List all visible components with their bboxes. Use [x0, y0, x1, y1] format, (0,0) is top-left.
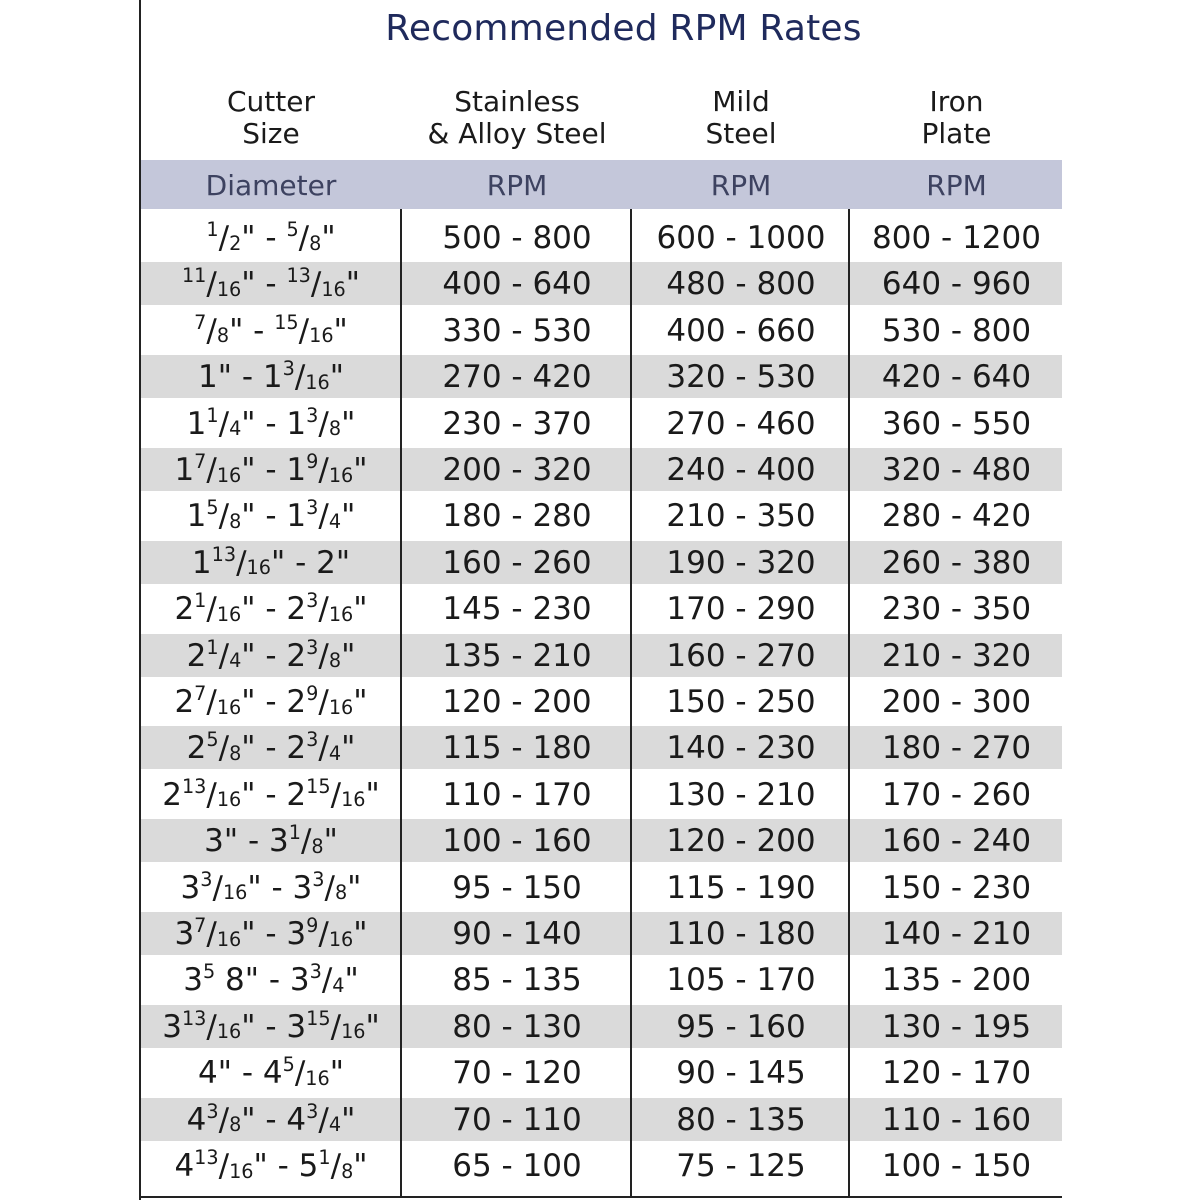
- cell-rpm-stainless: 330 - 530: [442, 312, 592, 349]
- cell-rpm-stainless: 400 - 640: [442, 266, 592, 303]
- cell-cutter-size: $2^7/_{16}$" - $2^9/_{16}$": [174, 682, 368, 720]
- cell-rpm-stainless: 180 - 280: [442, 498, 592, 535]
- cell-rpm-stainless: 65 - 100: [452, 1148, 582, 1184]
- cell-rpm-iron: 420 - 640: [881, 359, 1032, 396]
- cell-rpm-stainless: 500 - 800: [442, 220, 592, 256]
- cell-rpm-iron: 230 - 350: [881, 591, 1032, 628]
- column-header-mild-steel: Mild Steel: [705, 85, 777, 150]
- cell-rpm-iron: 320 - 480: [881, 452, 1032, 488]
- cell-cutter-size: $1^7/_{16}$" - $1^9/_{16}$": [174, 450, 368, 488]
- subheader-diameter: Diameter: [205, 169, 337, 202]
- table-row: [141, 541, 1062, 584]
- table-row: [141, 1051, 1062, 1094]
- cell-cutter-size: $3^5$ 8" - $3^3/_4$": [183, 960, 359, 999]
- cell-cutter-size: 4" - $4^5/_{16}$": [198, 1053, 344, 1092]
- table-bottom-border: [139, 1196, 1062, 1198]
- table-row: [141, 958, 1062, 1001]
- cell-rpm-iron: 100 - 150: [881, 1148, 1032, 1184]
- cell-rpm-iron: 280 - 420: [881, 498, 1032, 535]
- cell-rpm-mild: 190 - 320: [666, 544, 816, 581]
- cell-rpm-stainless: 135 - 210: [442, 637, 592, 674]
- cell-rpm-iron: 140 - 210: [881, 916, 1032, 952]
- cell-rpm-mild: 90 - 145: [676, 1055, 806, 1092]
- cell-cutter-size: $^{11}/_{16}$" - $^{13}/_{16}$": [181, 264, 361, 303]
- table-row: [141, 773, 1062, 816]
- column-divider: [400, 209, 402, 1196]
- table-row: [141, 494, 1062, 537]
- cell-rpm-mild: 95 - 160: [676, 1008, 806, 1045]
- cell-cutter-size: $3^3/_{16}$" - $3^3/_8$": [180, 867, 362, 906]
- cell-rpm-stainless: 160 - 260: [442, 544, 592, 581]
- cell-cutter-size: 1" - $1^3/_{16}$": [198, 357, 344, 396]
- cell-rpm-iron: 120 - 170: [881, 1055, 1032, 1092]
- cell-rpm-stainless: 95 - 150: [452, 869, 582, 906]
- cell-rpm-iron: 260 - 380: [881, 544, 1032, 581]
- cell-rpm-mild: 115 - 190: [666, 869, 816, 906]
- cell-cutter-size: $2^1/_4$" - $2^3/_8$": [186, 635, 356, 674]
- cell-rpm-mild: 105 - 170: [666, 962, 816, 999]
- cell-rpm-mild: 150 - 250: [666, 684, 816, 720]
- subheader-rpm-iron: RPM: [926, 169, 987, 202]
- column-header-cutter-size: Cutter Size: [227, 85, 315, 150]
- cell-rpm-iron: 135 - 200: [881, 962, 1032, 999]
- cell-rpm-iron: 200 - 300: [881, 684, 1032, 720]
- table-row: [141, 866, 1062, 909]
- cell-rpm-mild: 130 - 210: [666, 776, 816, 813]
- cell-cutter-size: $1^1/_4$" - $1^3/_8$": [186, 403, 356, 442]
- cell-cutter-size: $3^{13}/_{16}$" - $3^{15}/_{16}$": [162, 1006, 380, 1045]
- cell-cutter-size: $^1/_2$" - $^5/_8$": [206, 218, 336, 256]
- table-row: [141, 634, 1062, 677]
- cell-rpm-mild: 400 - 660: [666, 312, 816, 349]
- cell-cutter-size: $3^7/_{16}$" - $3^9/_{16}$": [174, 914, 368, 952]
- cell-cutter-size: $^7/_8$" - $^{15}/_{16}$": [194, 310, 348, 349]
- table-row: [141, 1144, 1062, 1187]
- column-header-stainless-alloy-steel: Stainless & Alloy Steel: [427, 85, 607, 150]
- table-row: [141, 262, 1062, 305]
- cell-rpm-mild: 270 - 460: [666, 405, 816, 442]
- cell-rpm-mild: 110 - 180: [666, 916, 816, 952]
- cell-rpm-stainless: 230 - 370: [442, 405, 592, 442]
- table-row: [141, 680, 1062, 723]
- cell-cutter-size: 3" - $3^1/_8$": [204, 821, 338, 860]
- cell-rpm-stainless: 110 - 170: [442, 776, 592, 813]
- cell-rpm-stainless: 70 - 120: [452, 1055, 582, 1092]
- cell-cutter-size: $1^5/_8$" - $1^3/_4$": [186, 496, 356, 535]
- column-header-iron-plate: Iron Plate: [921, 85, 992, 150]
- table-row: [141, 726, 1062, 769]
- cell-rpm-stainless: 200 - 320: [442, 452, 592, 488]
- cell-cutter-size: $2^{13}/_{16}$" - $2^{15}/_{16}$": [162, 774, 380, 813]
- cell-rpm-mild: 210 - 350: [666, 498, 816, 535]
- cell-cutter-size: $4^3/_8$" - $4^3/_4$": [186, 1099, 356, 1138]
- cell-rpm-stainless: 270 - 420: [442, 359, 592, 396]
- table-row: [141, 587, 1062, 630]
- cell-rpm-stainless: 145 - 230: [442, 591, 592, 628]
- cell-rpm-stainless: 85 - 135: [452, 962, 582, 999]
- cell-rpm-mild: 80 - 135: [676, 1101, 806, 1138]
- cell-cutter-size: $2^1/_{16}$" - $2^3/_{16}$": [174, 589, 368, 628]
- cell-rpm-iron: 160 - 240: [881, 823, 1032, 860]
- table-row: [141, 216, 1062, 259]
- cell-rpm-mild: 160 - 270: [666, 637, 816, 674]
- cell-rpm-mild: 480 - 800: [666, 266, 816, 303]
- cell-rpm-iron: 180 - 270: [881, 730, 1032, 767]
- cell-rpm-iron: 210 - 320: [881, 637, 1032, 674]
- cell-rpm-iron: 150 - 230: [881, 869, 1032, 906]
- table-row: [141, 912, 1062, 955]
- cell-rpm-mild: 170 - 290: [666, 591, 816, 628]
- table-row: [141, 309, 1062, 352]
- cell-rpm-stainless: 90 - 140: [452, 916, 582, 952]
- table-row: [141, 1005, 1062, 1048]
- cell-rpm-iron: 640 - 960: [881, 266, 1032, 303]
- cell-rpm-mild: 240 - 400: [666, 452, 816, 488]
- table-row: [141, 819, 1062, 862]
- cell-rpm-iron: 530 - 800: [881, 312, 1032, 349]
- subheader-rpm-stainless: RPM: [486, 169, 548, 202]
- page-title: Recommended RPM Rates: [385, 8, 862, 49]
- cell-rpm-iron: 110 - 160: [881, 1101, 1032, 1138]
- cell-rpm-mild: 600 - 1000: [656, 220, 826, 256]
- subheader-rpm-mild: RPM: [710, 169, 772, 202]
- cell-rpm-stainless: 100 - 160: [442, 823, 592, 860]
- cell-cutter-size: $4^{13}/_{16}$" - $5^1/_8$": [174, 1146, 368, 1184]
- table-row: [141, 448, 1062, 491]
- cell-rpm-iron: 800 - 1200: [872, 220, 1041, 256]
- column-divider: [848, 209, 850, 1196]
- cell-rpm-stainless: 80 - 130: [452, 1008, 582, 1045]
- cell-rpm-iron: 170 - 260: [881, 776, 1032, 813]
- table-row: [141, 402, 1062, 445]
- cell-rpm-stainless: 120 - 200: [442, 684, 592, 720]
- table-row: [141, 1098, 1062, 1141]
- cell-rpm-mild: 320 - 530: [666, 359, 816, 396]
- cell-rpm-mild: 75 - 125: [676, 1148, 806, 1184]
- cell-rpm-mild: 120 - 200: [666, 823, 816, 860]
- column-divider: [630, 209, 632, 1196]
- cell-rpm-stainless: 115 - 180: [442, 730, 592, 767]
- cell-rpm-iron: 360 - 550: [881, 405, 1032, 442]
- cell-cutter-size: $1^{13}/_{16}$" - 2": [191, 542, 351, 581]
- cell-cutter-size: $2^5/_8$" - $2^3/_4$": [186, 728, 356, 767]
- cell-rpm-iron: 130 - 195: [881, 1008, 1032, 1045]
- cell-rpm-mild: 140 - 230: [666, 730, 816, 767]
- table-row: [141, 355, 1062, 398]
- cell-rpm-stainless: 70 - 110: [452, 1101, 582, 1138]
